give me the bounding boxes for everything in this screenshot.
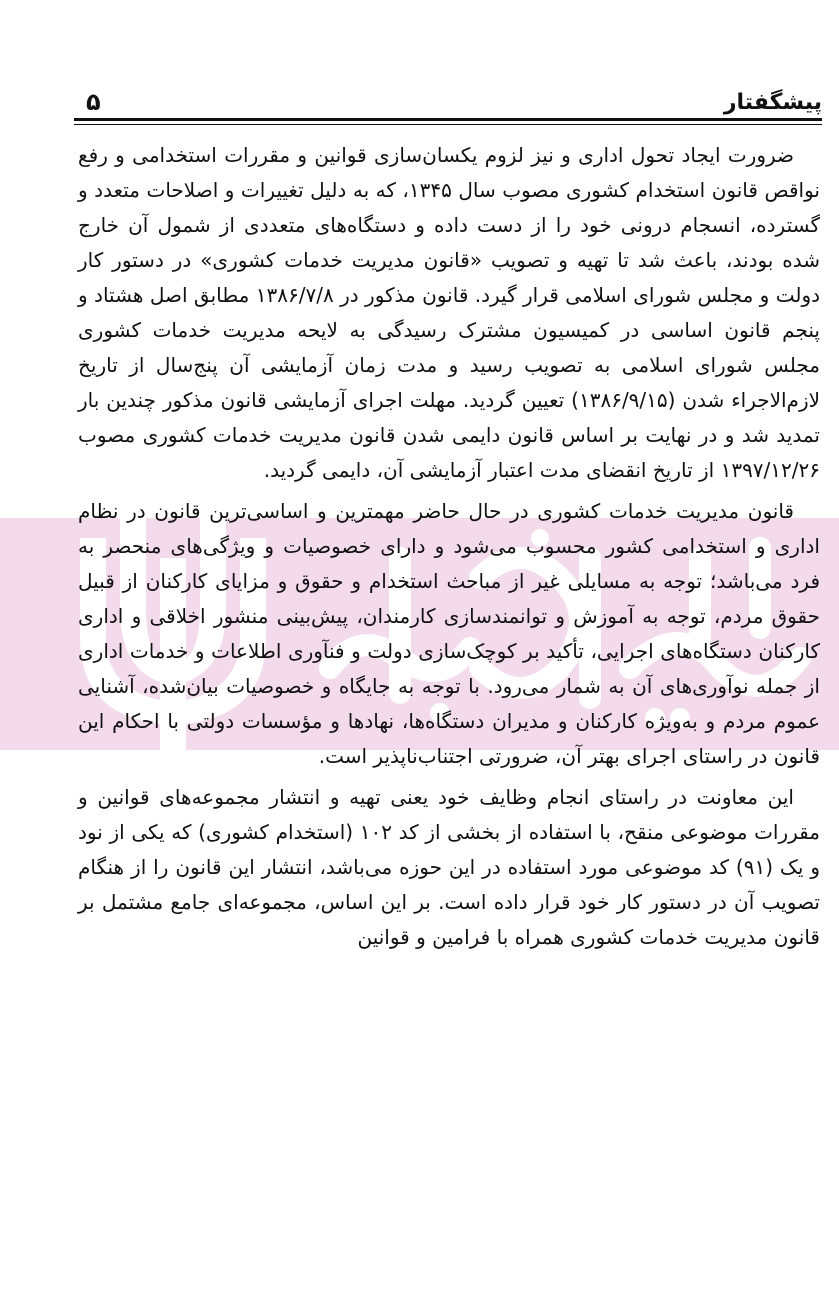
paragraph-2: قانون مدیریت خدمات کشوری در حال حاضر مهمترین و اساسی‌ترین قانون در نظام اداری و استخدامی کشور محسوب می‌شود و دارای خصوصیات و ویژگی‌های منحصر به فرد می‌باشد؛ توجه به مسایلی غیر از مباحث استخدام و حقوق و مزایای کارکنان از قبیل حقوق مردم، توجه به آموزش و توانمندسازی کارمندان، پیش‌بینی منشور اخلاقی و اداری کارکنان دستگاه‌های اجرایی، تأکید بر کوچک‌سازی دولت و فنآوری اطلاعات و خدمات اداری از جمله نوآوری‌های آن به شمار می‌رود. با توجه به جایگاه و خصوصیات بیان‌شده، آشنایی عموم مردم و به‌ویژه کارکنان و مدیران دستگاه‌ها، نهادها و مؤسسات دولتی با احکام این قانون در راستای اجرای بهتر آن، ضرورتی اجتناب‌ناپذیر است. xyxy=(78,499,820,768)
header-title: پیشگفتار xyxy=(723,90,822,115)
header-rule-thick xyxy=(74,118,822,121)
header-rule-thin xyxy=(74,124,822,125)
page-number: ۵ xyxy=(86,88,101,116)
body-text xyxy=(78,138,820,961)
paragraph-1: ضرورت ایجاد تحول اداری و نیز لزوم یکسان‌سازی قوانین و مقررات استخدامی و رفع نواقص قانون استخدام کشوری مصوب سال ۱۳۴۵، که به دلیل تغییرات و اصلاحات متعدد و گسترده، انسجام درونی خود را از دست داده و دستگاه‌های متعددی از شمول آن خارج شده بودند، باعث شد تا تهیه و تصویب «قانون مدیریت خدمات کشوری» در دستور کار دولت و مجلس شورای اسلامی قرار گیرد. قانون مذکور در ۱۳۸۶/۷/۸ مطابق اصل هشتاد و پنجم قانون اساسی در کمیسیون مشترک رسیدگی به لایحه مدیریت خدمات کشوری مجلس شورای اسلامی به تصویب رسید و مدت زمان آزمایشی آن پنج‌سال از تاریخ لازم‌الاجراء شدن (۱۳۸۶/۹/۱۵) تعیین گردید. مهلت اجرای آزمایشی قانون مذکور چندین بار تمدید شد و در نهایت بر اساس قانون دایمی شدن قانون مدیریت خدمات کشوری مصوب ۱۳۹۷/۱۲/۲۶ از تاریخ انقضای مدت اعتبار آزمایشی آن، دایمی گردید. xyxy=(78,143,821,482)
paragraph-3: این معاونت در راستای انجام وظایف خود یعنی تهیه و انتشار مجموعه‌های قوانین و مقررات موضوعی منقح، با استفاده از بخشی از کد ۱۰۲ (استخدام کشوری) که یکی از نود و یک (۹۱) کد موضوعی مورد استفاده در این حوزه می‌باشد، انتشار این قانون را از هنگام تصویب آن در دستور کار خود قرار داده است. بر این اساس، مجموعه‌ای جامع مشتمل بر قانون مدیریت خدمات کشوری همراه با فرامین و قوانین xyxy=(78,785,820,949)
